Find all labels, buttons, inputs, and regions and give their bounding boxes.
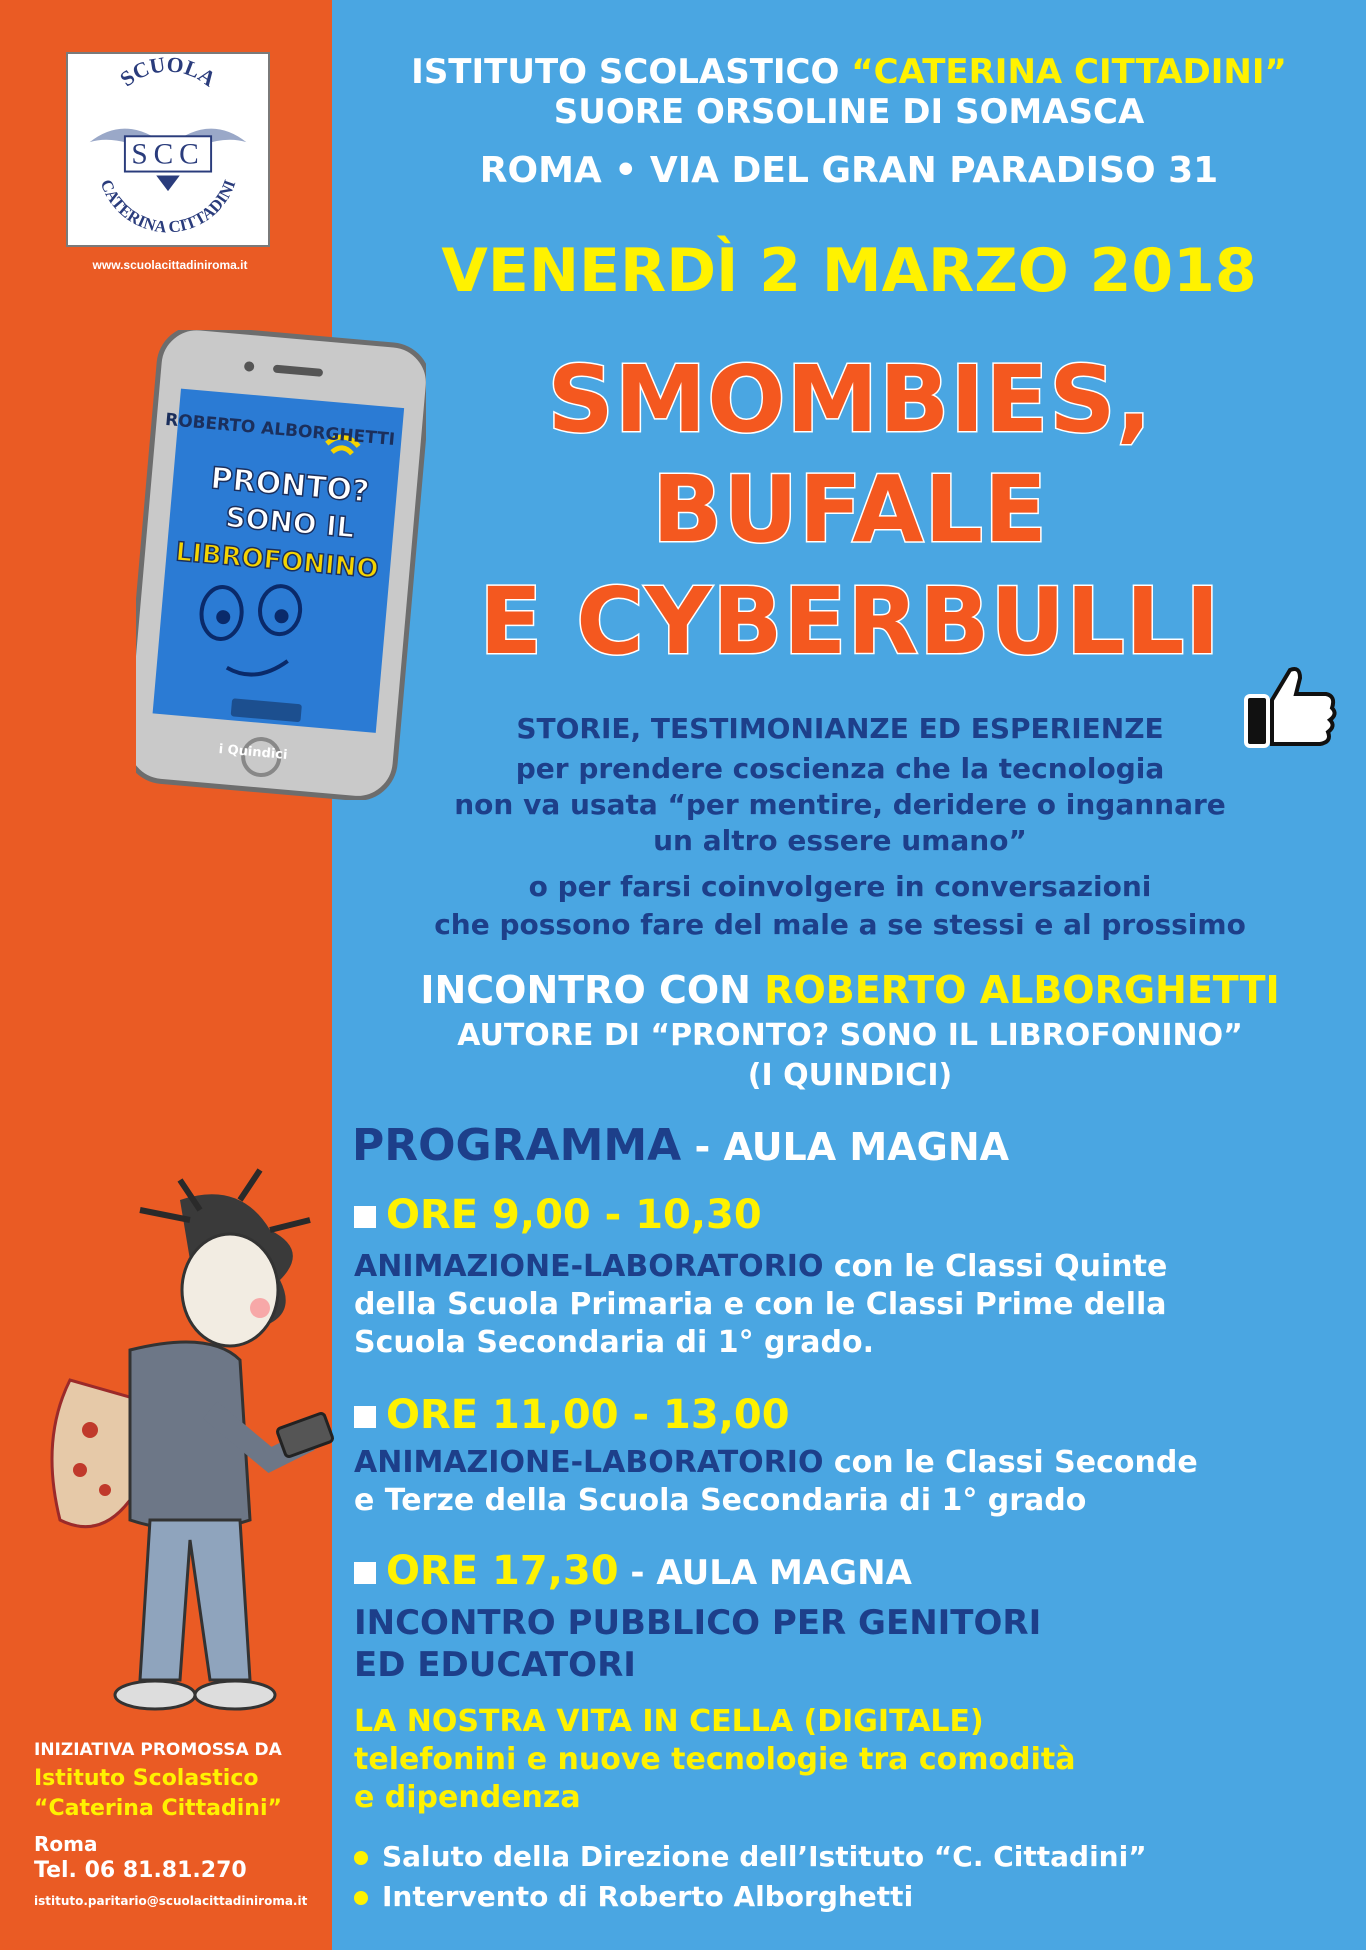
header-address: ROMA • VIA DEL GRAN PARADISO 31 — [479, 150, 1219, 191]
bullet-dot-icon — [354, 1891, 368, 1905]
header-line2: SUORE ORSOLINE DI SOMASCA — [553, 92, 1145, 132]
book-title-line2: SONO IL — [224, 500, 356, 545]
header-line1 — [332, 52, 1366, 92]
meeting-prefix: INCONTRO CON — [420, 968, 765, 1012]
session3-time-text: ORE 17,30 — [386, 1548, 619, 1594]
session3-theme2: telefonini e nuove tecnologie tra comodità — [354, 1742, 1076, 1777]
meeting-line2: AUTORE DI “PRONTO? SONO IL LIBROFONINO” — [457, 1018, 1243, 1053]
session1-activity: ANIMAZIONE-LABORATORIO — [354, 1249, 824, 1284]
promo-school-name: “Caterina Cittadini” — [34, 1796, 282, 1821]
session3-line2: ED EDUCATORI — [354, 1645, 636, 1685]
session3-theme1: LA NOSTRA VITA IN CELLA (DIGITALE) — [354, 1704, 984, 1739]
session2-activity: ANIMAZIONE-LABORATORIO — [354, 1445, 824, 1480]
svg-text:SCUOLA — [115, 54, 220, 91]
program-heading — [352, 1120, 1009, 1171]
headline-line3: E CYBERBULLI — [479, 568, 1221, 675]
session2-text1: con le Classi Seconde — [823, 1445, 1198, 1480]
book-title-line3: LIBROFONINO — [174, 537, 380, 585]
event-date: VENERDÌ 2 MARZO 2018 — [441, 236, 1257, 306]
book-author: ROBERTO ALBORGHETTI — [164, 409, 396, 451]
bullet-dot-icon — [354, 1851, 368, 1865]
session2-time — [354, 1392, 790, 1438]
promo-phone[interactable]: Tel. 06 81.81.270 — [34, 1858, 247, 1883]
session1-desc — [354, 1248, 1354, 1286]
program-title: PROGRAMMA — [352, 1120, 682, 1171]
session1-text1: con le Classi Quinte — [823, 1249, 1168, 1284]
website-link[interactable]: www.scuolacittadiniroma.it — [92, 258, 248, 272]
session1-time — [354, 1192, 762, 1238]
session3-theme3: e dipendenza — [354, 1780, 581, 1815]
session1-text2: della Scuola Primaria e con le Classi Prime della — [354, 1287, 1167, 1322]
intro-line2: non va usata “per mentire, deridere o ingannare — [454, 788, 1226, 821]
promo-institute: Istituto Scolastico — [34, 1766, 259, 1791]
square-bullet-icon — [354, 1406, 376, 1428]
logo-bottom-text: CATERINA CITTADINI — [96, 176, 240, 237]
book-title-line1: PRONTO? — [209, 461, 371, 510]
meeting-line3: (I QUINDICI) — [747, 1058, 953, 1093]
session3-time — [354, 1548, 912, 1594]
school-logo — [66, 52, 270, 247]
meeting-author-name: ROBERTO ALBORGHETTI — [764, 968, 1280, 1012]
intro-line3: un altro essere umano” — [653, 824, 1027, 857]
session3-line1: INCONTRO PUBBLICO PER GENITORI — [354, 1603, 1042, 1643]
intro-line4: o per farsi coinvolgere in conversazioni — [528, 870, 1152, 903]
program-bullet2 — [354, 1880, 913, 1913]
program-bullet2-text: Intervento di Roberto Alborghetti — [382, 1880, 914, 1913]
intro-heading: STORIE, TESTIMONIANZE ED ESPERIENZE — [516, 712, 1164, 745]
headline-line1: SMOMBIES, — [547, 346, 1153, 453]
program-place: - AULA MAGNA — [681, 1125, 1010, 1169]
session2-text2: e Terze della Scuola Secondaria di 1° grado — [354, 1483, 1087, 1518]
square-bullet-icon — [354, 1206, 376, 1228]
header-institute: ISTITUTO SCOLASTICO — [411, 52, 852, 92]
program-bullet1 — [354, 1840, 1147, 1873]
program-bullet1-text: Saluto della Direzione dell’Istituto “C. Cittadini” — [382, 1840, 1147, 1873]
boy-with-phone-illustration-icon — [10, 1160, 350, 1760]
session2-desc — [354, 1444, 1364, 1482]
logo-top-text: SCUOLA — [115, 54, 221, 92]
session2-time-text: ORE 11,00 - 13,00 — [386, 1392, 790, 1438]
session1-text3: Scuola Secondaria di 1° grado. — [354, 1325, 875, 1360]
logo-emblem-icon — [68, 54, 268, 245]
session3-place: - AULA MAGNA — [618, 1553, 912, 1593]
intro-line5: che possono fare del male a se stessi e al prossimo — [434, 908, 1246, 941]
session1-time-text: ORE 9,00 - 10,30 — [386, 1192, 762, 1238]
header-school-name: “CATERINA CITTADINI” — [851, 52, 1287, 92]
promo-email[interactable]: istituto.paritario@scuolacittadiniroma.it — [34, 1894, 308, 1908]
meeting-line1 — [340, 968, 1360, 1012]
promo-heading: INIZIATIVA PROMOSSA DA — [34, 1740, 282, 1760]
headline-line2: BUFALE — [652, 456, 1048, 563]
logo-monogram: SCC — [131, 138, 205, 171]
square-bullet-icon — [354, 1562, 376, 1584]
book-publisher: i Quindici — [218, 742, 288, 763]
intro-line1: per prendere coscienza che la tecnologia — [515, 752, 1165, 785]
promo-city: Roma — [34, 1832, 98, 1856]
